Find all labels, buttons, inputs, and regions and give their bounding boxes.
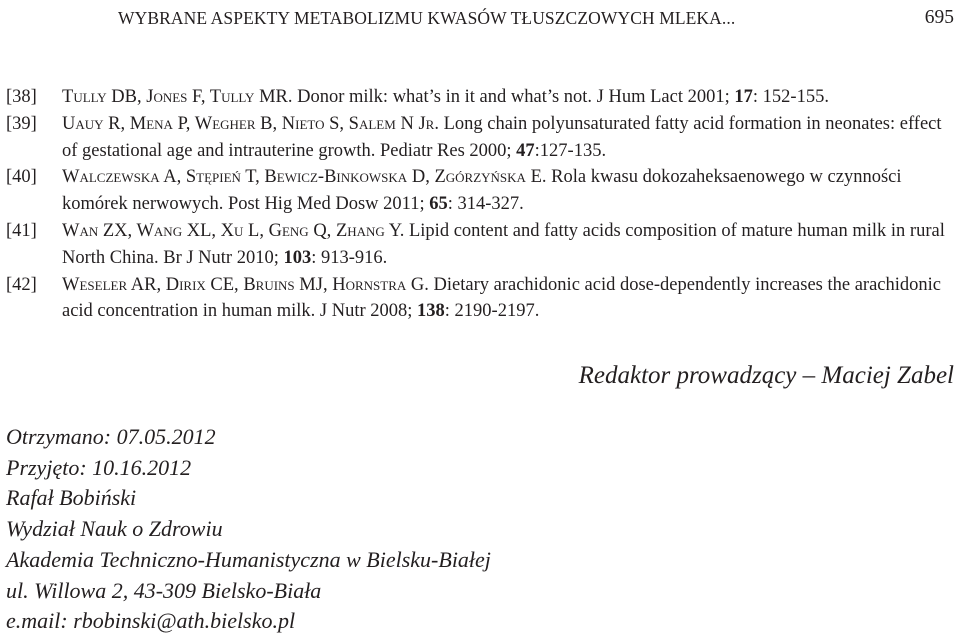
reference-number: [39] — [6, 113, 37, 134]
author-name: Hornstra — [332, 274, 407, 295]
reference-pages: : 913-916. — [311, 247, 388, 268]
reference-authors: Weseler AR, Dirix CE, Bruins MJ, Hornstra G. — [62, 274, 434, 295]
reference-list — [6, 84, 956, 325]
reference-authors: Walczewska A, Stępień T, Bewicz-Binkowska D, Zgórzyńska E. — [62, 167, 552, 188]
reference-40 — [6, 164, 956, 218]
running-title: WYBRANE ASPEKTY METABOLIZMU KWASÓW TŁUSZCZOWYCH MLEKA... — [118, 8, 736, 28]
reference-text: Donor milk: what’s in it and what’s not. J Hum Lact 2001; — [297, 87, 735, 107]
author-name: Stępień — [185, 167, 241, 188]
reference-volume: 17 — [734, 87, 753, 107]
reference-authors: Tully DB, Jones F, Tully MR. — [62, 87, 298, 107]
accepted-date: Przyjęto: 10.16.2012 — [6, 454, 192, 480]
author-name: Jr — [418, 113, 435, 134]
department: Wydział Nauk o Zdrowiu — [6, 516, 223, 542]
reference-volume: 103 — [283, 247, 312, 268]
author-name: Bruins — [243, 274, 295, 295]
reference-number: [40] — [6, 167, 37, 188]
author-name: Xu — [220, 220, 244, 241]
reference-authors: Wan ZX, Wang XL, Xu L, Geng Q, Zhang Y. — [62, 220, 409, 241]
author-name: Tully — [209, 87, 255, 107]
email-address: e.mail: rbobinski@ath.bielsko.pl — [6, 608, 296, 634]
author-name: Weseler — [62, 274, 128, 295]
reference-volume: 65 — [429, 194, 448, 215]
reference-41 — [6, 218, 956, 272]
reference-text: Lipid content and fatty acids composition of mature human milk in rural North China. Br J Nutr 2010; — [62, 220, 945, 268]
street-address: ul. Willowa 2, 43-309 Bielsko-Biała — [6, 577, 322, 603]
author-name: Salem — [348, 113, 396, 134]
reference-volume: 47 — [516, 140, 535, 161]
reference-38 — [6, 84, 956, 111]
author-name: Wan — [62, 220, 99, 241]
running-header — [118, 6, 954, 30]
author-name: Tully — [62, 87, 107, 107]
author-name: Uauy — [62, 113, 104, 134]
reference-number: [41] — [6, 220, 37, 241]
reference-number: [38] — [6, 87, 37, 107]
author-name: Zhang — [335, 220, 385, 241]
author-name: Wang — [136, 220, 183, 241]
reference-authors: Uauy R, Mena P, Wegher B, Nieto S, Salem N Jr. — [62, 113, 444, 134]
reference-pages: :127-135. — [534, 140, 607, 161]
author-name: Nieto — [281, 113, 325, 134]
page-number: 695 — [924, 7, 954, 28]
reference-pages: : 314-327. — [447, 194, 524, 215]
author-name: Geng — [268, 220, 309, 241]
received-date: Otrzymano: 07.05.2012 — [6, 424, 216, 449]
author-name: Walczewska — [62, 167, 160, 188]
editor-line: Redaktor prowadzący – Maciej Zabel — [578, 362, 954, 389]
reference-volume: 138 — [417, 301, 445, 322]
reference-number: [42] — [6, 274, 37, 295]
author-name: Mena — [129, 113, 173, 134]
correspondence-address — [6, 422, 491, 637]
reference-pages: : 152-155. — [752, 87, 829, 107]
reference-pages: : 2190-2197. — [444, 301, 540, 322]
reference-text: Dietary arachidonic acid dose-dependently increases the arachidonic acid concentration in human milk. J Nutr 2008; — [62, 274, 942, 322]
author-name: Dirix — [165, 274, 206, 295]
institution: Akademia Techniczno-Humanistyczna w Bielsku-Białej — [6, 546, 491, 572]
reference-42 — [6, 272, 956, 326]
reference-text: Rola kwasu dokozaheksaenowego w czynności komórek nerwowych. Post Hig Med Dosw 2011; — [62, 167, 902, 215]
author-name: Jones — [146, 87, 188, 107]
author-name: Wegher — [194, 113, 256, 134]
author-name: Rafał Bobiński — [6, 485, 137, 511]
reference-text: Long chain polyunsaturated fatty acid formation in neonates: effect of gestational age and intrauterine growth. Pediatr Res 2000; — [62, 113, 942, 161]
reference-39 — [6, 111, 956, 165]
author-name: Zgórzyńska — [434, 167, 526, 188]
author-name: Binkowska — [324, 167, 408, 188]
author-name: Bewicz — [264, 167, 318, 188]
